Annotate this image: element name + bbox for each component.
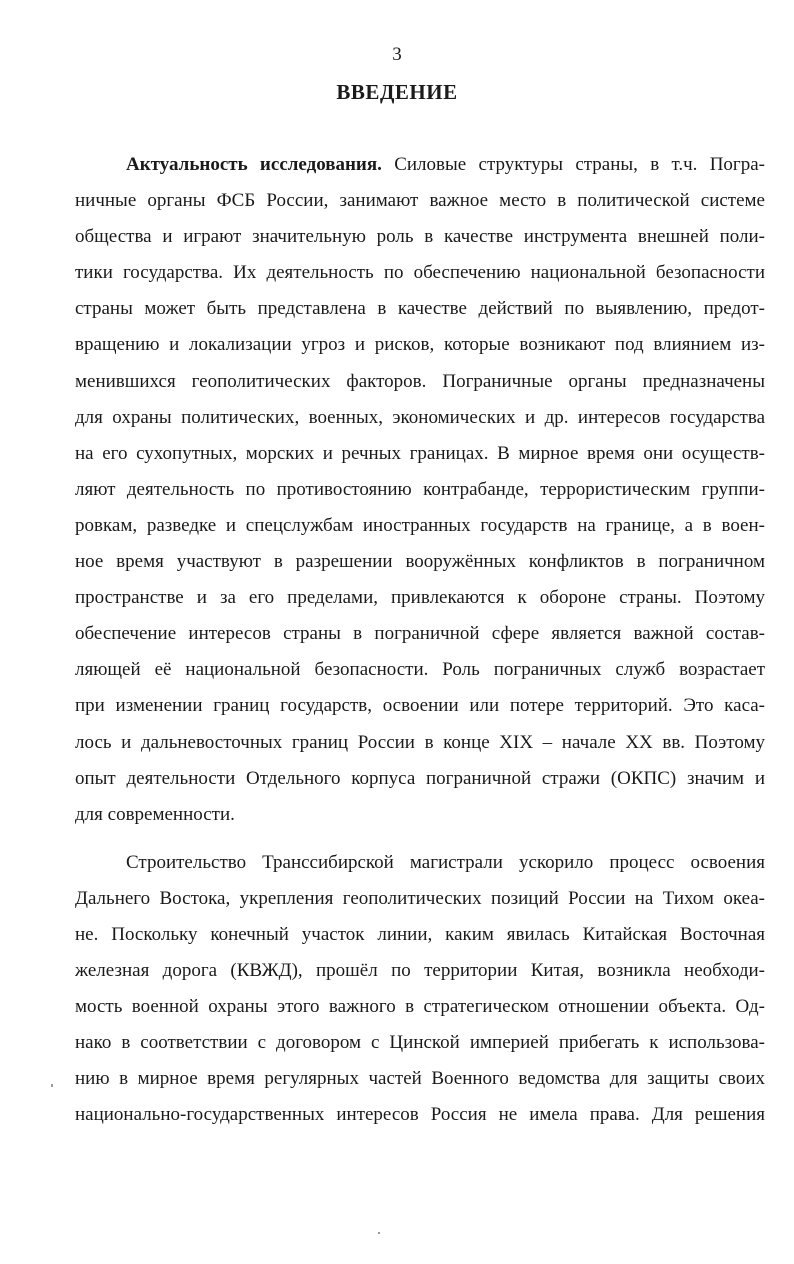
text-line: ляющей её национальной безопасности. Роль пограничных служб возрастает: [75, 659, 765, 681]
text-line: тики государства. Их деятельность по обеспечению национальной безопасности: [75, 262, 765, 284]
text-line: менившихся геополитических факторов. Пограничные органы предназначены: [75, 370, 765, 392]
body-text: [75, 147, 765, 1134]
text-line: обеспечение интересов страны в пограничной сфере является важной состав-: [75, 623, 765, 645]
text-line: национально-государственных интересов Россия не имела права. Для решения: [75, 1104, 765, 1126]
text-line: железная дорога (КВЖД), прошёл по территории Китая, возникла необходи-: [75, 960, 765, 982]
text-line: Дальнего Востока, укрепления геополитических позиций России на Тихом океа-: [75, 887, 765, 909]
text-line: вращению и локализации угроз и рисков, которые возникают под влиянием из-: [75, 334, 765, 356]
text-line: [75, 147, 765, 183]
scan-speck: [378, 1232, 380, 1234]
paragraph-gap: [75, 833, 765, 845]
text-line: ничные органы ФСБ России, занимают важное место в политической системе: [75, 190, 765, 212]
text-line: нию в мирное время регулярных частей Военного ведомства для защиты своих: [75, 1068, 765, 1090]
text-line: для охраны политических, военных, экономических и др. интересов государства: [75, 406, 765, 428]
text-line: лось и дальневосточных границ России в конце XIX – начале XX вв. Поэтому: [75, 731, 765, 753]
text-line: не. Поскольку конечный участок линии, каким явилась Китайская Восточная: [75, 923, 765, 945]
page-number: 3: [392, 44, 402, 65]
text-line: мость военной охраны этого важного в стратегическом отношении объекта. Од-: [75, 996, 765, 1018]
paragraph-transsib: [75, 845, 765, 1134]
text-line: пространстве и за его пределами, привлекаются к обороне страны. Поэтому: [75, 587, 765, 609]
text-line-rest: Силовые структуры страны, в т.ч. Погра-: [381, 154, 765, 175]
text-line: опыт деятельности Отдельного корпуса пограничной стражи (ОКПС) значим и: [75, 767, 765, 789]
text-line: ровкам, разведке и спецслужбам иностранных государств на границе, а в воен-: [75, 514, 765, 536]
text-line: для современности.: [75, 803, 235, 825]
paragraph-relevance: [75, 147, 765, 833]
text-line: ляют деятельность по противостоянию контрабанде, террористическим группи-: [75, 478, 765, 500]
text-line: нако в соответствии с договором с Цинской империей прибегать к использова-: [75, 1032, 765, 1054]
section-heading: ВВЕДЕНИЕ: [336, 80, 458, 104]
text-line: общества и играют значительную роль в качестве инструмента внешней поли-: [75, 226, 765, 248]
paragraph-lead: Актуальность исследования.: [126, 154, 382, 175]
text-line: страны может быть представлена в качестве действий по выявлению, предот-: [75, 298, 765, 320]
text-line: на его сухопутных, морских и речных границах. В мирное время они осуществ-: [75, 442, 765, 464]
text-line: при изменении границ государств, освоении или потере территорий. Это каса-: [75, 695, 765, 717]
text-line: ное время участвуют в разрешении вооружённых конфликтов в пограничном: [75, 551, 765, 573]
text-line: Строительство Транссибирской магистрали ускорило процесс освоения: [126, 851, 765, 873]
scan-speck: [51, 1084, 53, 1087]
